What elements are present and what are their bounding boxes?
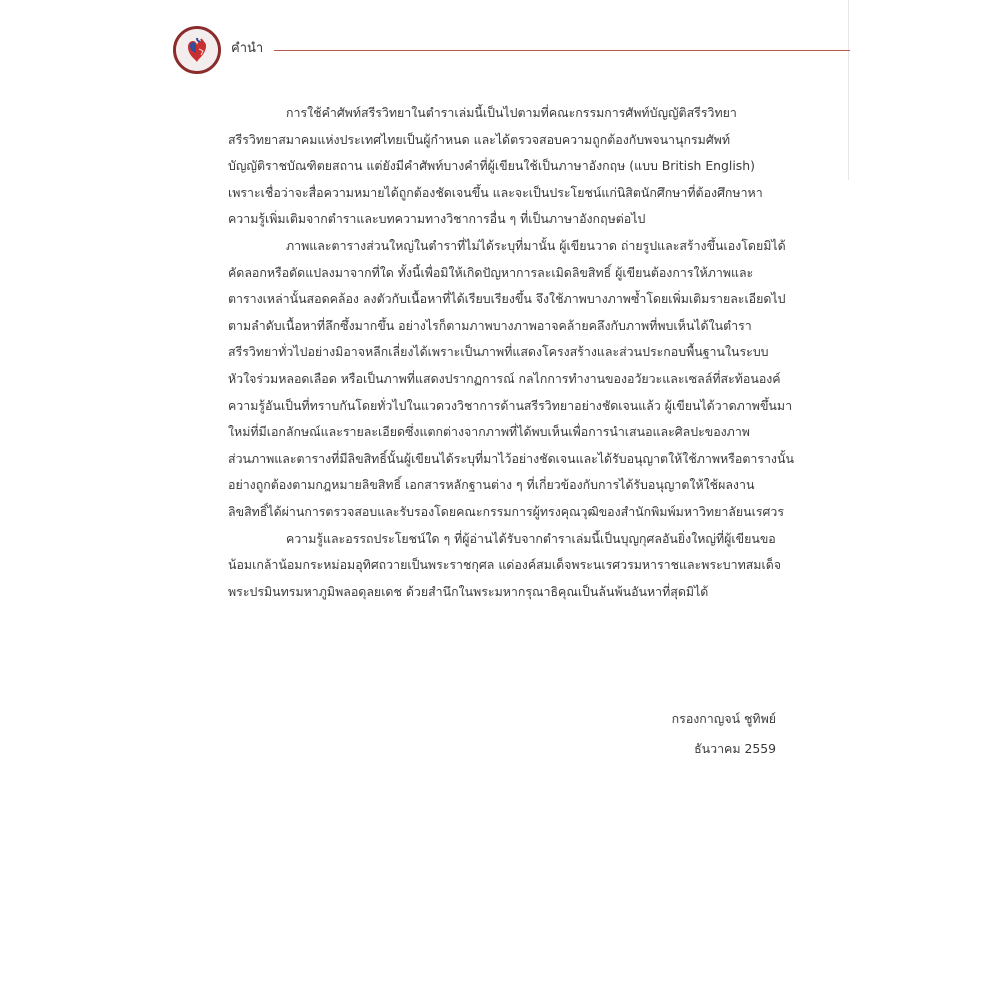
header-rule [274, 50, 850, 51]
page-edge-divider [848, 0, 849, 180]
text-line: ตามลำดับเนื้อหาที่ลึกซึ้งมากขึ้น อย่างไรก็ตามภาพบางภาพอาจคล้ายคลึงกับภาพที่พบเห็นได้ในตำรา [228, 317, 752, 333]
text-line: สรีรวิทยาสมาคมแห่งประเทศไทยเป็นผู้กำหนด และได้ตรวจสอบความถูกต้องกับพจนานุกรมศัพท์ [228, 131, 731, 147]
text-line: สรีรวิทยาทั่วไปอย่างมิอาจหลีกเลี่ยงได้เพราะเป็นภาพที่แสดงโครงสร้างและส่วนประกอบพื้นฐานในระบบ [228, 344, 769, 360]
paragraph-3 [228, 526, 782, 606]
text-line: หัวใจร่วมหลอดเลือด หรือเป็นภาพที่แสดงปรากฏการณ์ กลไกการทำงานของอวัยวะและเซลล์ที่สะท้อนองค์ [228, 370, 781, 386]
text-line: ความรู้อันเป็นที่ทราบกันโดยทั่วไปในแวดวงวิชาการด้านสรีรวิทยาอย่างชัดเจนแล้ว ผู้เขียนได้วาดภาพขึ้นมา [228, 397, 793, 413]
text-line: เพราะเชื่อว่าจะสื่อความหมายได้ถูกต้องชัดเจนขึ้น และจะเป็นประโยชน์แก่นิสิตนักศึกษาที่ต้องศึกษาหา [228, 184, 763, 200]
author-name: กรองกาญจน์ ชูทิพย์ [671, 711, 776, 726]
text-line: อย่างถูกต้องตามกฎหมายลิขสิทธิ์ เอกสารหลักฐานต่าง ๆ ที่เกี่ยวข้องกับการได้รับอนุญาตให้ใช้ผลงาน [228, 477, 755, 493]
paragraph-2 [228, 233, 794, 526]
paragraph-1 [228, 100, 776, 233]
text-line: คัดลอกหรือดัดแปลงมาจากที่ใด ทั้งนี้เพื่อมิให้เกิดปัญหาการละเมิดลิขสิทธิ์ ผู้เขียนต้องการให้ภาพและ [228, 264, 754, 280]
signature-date: ธันวาคม 2559 [694, 741, 776, 756]
text-line: ความรู้และอรรถประโยชน์ใด ๆ ที่ผู้อ่านได้รับจากตำราเล่มนี้เป็นบุญกุศลอันยิ่งใหญ่ที่ผู้เขียนขอ [286, 530, 776, 546]
text-line: ภาพและตารางส่วนใหญ่ในตำราที่ไม่ได้ระบุที่มานั้น ผู้เขียนวาด ถ่ายรูปและสร้างขึ้นเองโดยมิได้ [286, 237, 786, 253]
text-line: ตารางเหล่านั้นสอดคล้อง ลงตัวกับเนื้อหาที่ได้เรียบเรียงขึ้น จึงใช้ภาพบางภาพซ้ำโดยเพิ่มเติมรายละเอียดไป [228, 291, 786, 307]
text-line: ความรู้เพิ่มเติมจากตำราและบทความทางวิชาการอื่น ๆ ที่เป็นภาษาอังกฤษต่อไป [228, 211, 646, 227]
page-title: คำนำ [231, 41, 264, 56]
text-line: ใหม่ที่มีเอกลักษณ์และรายละเอียดซึ่งแตกต่างจากภาพที่ได้พบเห็นเพื่อการนำเสนอและศิลปะของภาพ [228, 424, 750, 440]
text-line: น้อมเกล้าน้อมกระหม่อมอุทิศถวายเป็นพระราชกุศล แด่องค์สมเด็จพระนเรศวรมหาราชและพระบาทสมเด็จ [228, 557, 782, 573]
text-line: พระปรมินทรมหาภูมิพลอดุลยเดช ด้วยสำนึกในพระมหากรุณาธิคุณเป็นล้นพ้นอันหาที่สุดมิได้ [228, 583, 709, 599]
preface-body [228, 100, 794, 605]
heart-icon [173, 26, 221, 74]
text-line: บัญญัติราชบัณฑิตยสถาน แต่ยังมีคำศัพท์บางคำที่ผู้เขียนใช้เป็นภาษาอังกฤษ (แบบ British English) [228, 158, 755, 174]
text-line: ส่วนภาพและตารางที่มีลิขสิทธิ์นั้นผู้เขียนได้ระบุที่มาไว้อย่างชัดเจนและได้รับอนุญาตให้ใช้ภาพหรือตารางนั้น [228, 450, 794, 466]
text-line: การใช้คำศัพท์สรีรวิทยาในตำราเล่มนี้เป็นไปตามที่คณะกรรมการศัพท์บัญญัติสรีรวิทยา [286, 105, 737, 120]
text-line: ลิขสิทธิ์ได้ผ่านการตรวจสอบและรับรองโดยคณะกรรมการผู้ทรงคุณวุฒิของสำนักพิมพ์มหาวิทยาลัยนเรศวร [228, 503, 784, 519]
